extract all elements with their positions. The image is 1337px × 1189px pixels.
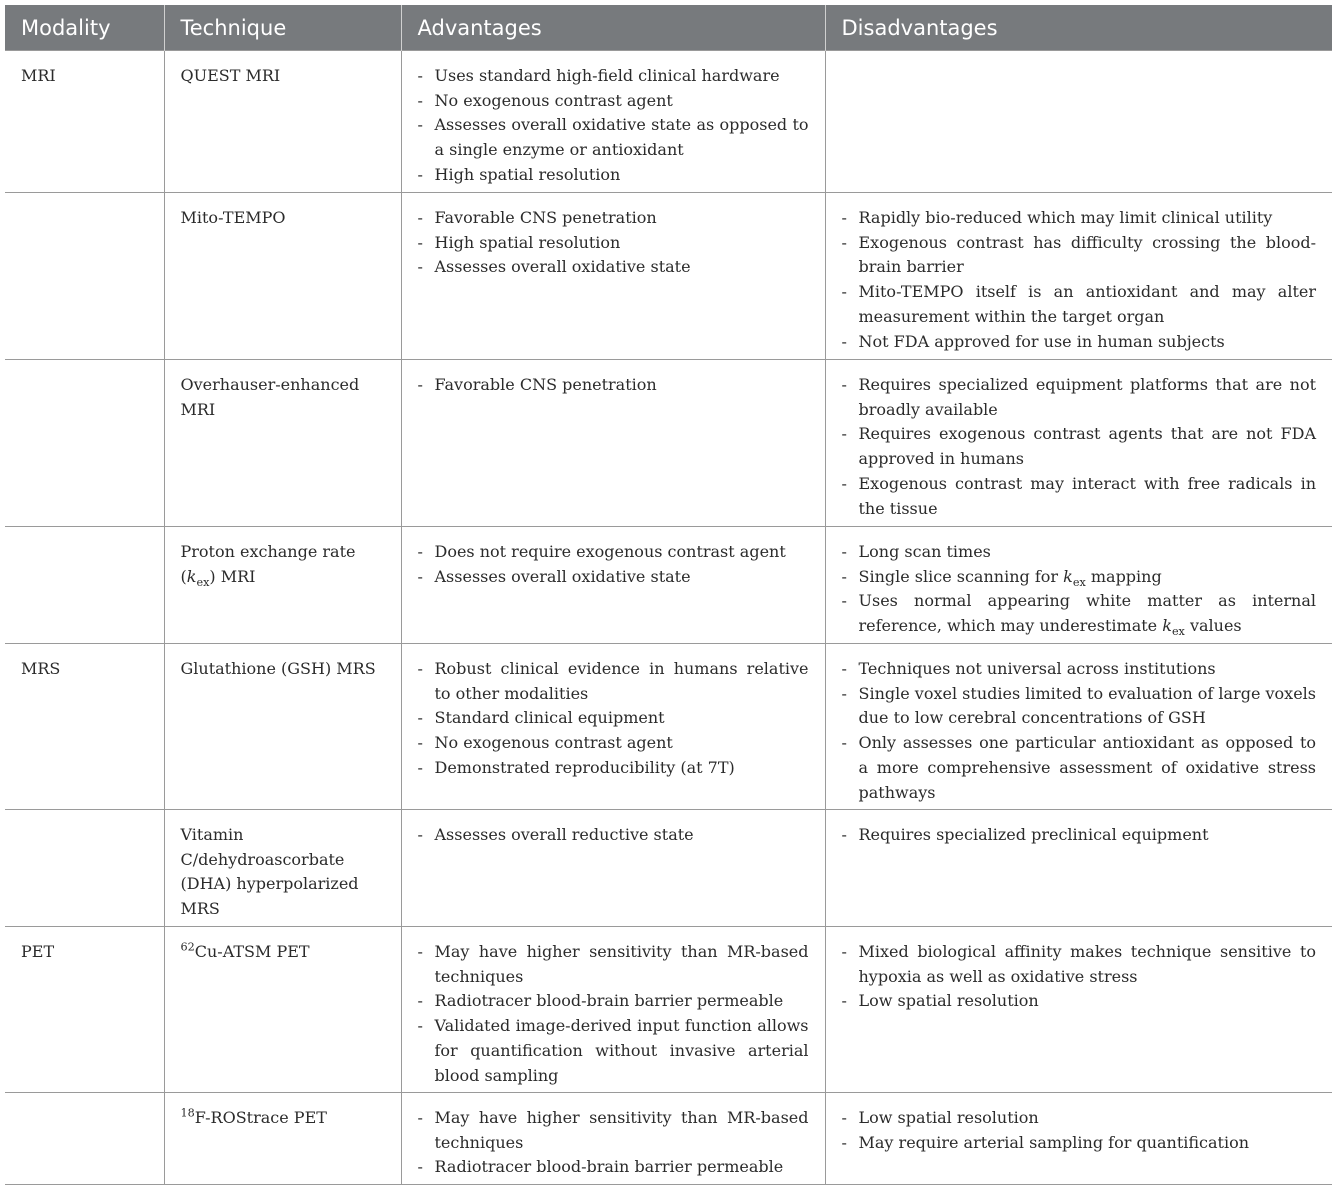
technique-cell bbox=[164, 927, 401, 1093]
disadvantages-list bbox=[842, 657, 1317, 805]
disadvantages-list bbox=[842, 940, 1317, 1014]
modality-cell bbox=[5, 193, 164, 360]
advantages-cell bbox=[401, 644, 825, 810]
disadvantages-cell bbox=[825, 927, 1332, 1093]
advantages-list bbox=[418, 940, 809, 1088]
table-row bbox=[5, 193, 1332, 360]
advantages-cell bbox=[401, 527, 825, 644]
table-body bbox=[5, 51, 1332, 1185]
modality-cell: PET bbox=[5, 927, 164, 1093]
disadvantages-list bbox=[842, 823, 1317, 848]
disadvantage-item bbox=[842, 565, 1317, 590]
disadvantages-list bbox=[842, 1106, 1317, 1155]
advantage-item: - Favorable CNS penetration bbox=[418, 206, 809, 231]
disadvantage-item: - Mito-TEMPO itself is an antioxidant and may alter measurement within the target organ bbox=[842, 280, 1317, 329]
header-modality: Modality bbox=[5, 5, 164, 51]
advantage-item: - Uses standard high-field clinical hardware bbox=[418, 64, 809, 89]
comparison-table bbox=[5, 5, 1332, 1185]
disadvantages-cell bbox=[825, 360, 1332, 527]
isotope-superscript: 62 bbox=[180, 940, 195, 954]
technique-suffix: ) MRI bbox=[209, 566, 256, 586]
disadvantage-item: - May require arterial sampling for quantification bbox=[842, 1131, 1317, 1156]
advantage-item: - May have higher sensitivity than MR-based techniques bbox=[418, 1106, 809, 1155]
disadvantage-item: - Not FDA approved for use in human subjects bbox=[842, 330, 1317, 355]
advantages-cell bbox=[401, 927, 825, 1093]
advantage-item: - Validated image-derived input function allows for quantification without invasive arterial blood sampling bbox=[418, 1014, 809, 1088]
modality-cell bbox=[5, 360, 164, 527]
table-row bbox=[5, 360, 1332, 527]
advantages-cell bbox=[401, 1093, 825, 1185]
advantage-item: - Radiotracer blood-brain barrier permeable bbox=[418, 989, 809, 1014]
disadvantage-item: - Single voxel studies limited to evaluation of large voxels due to low cerebral concentrations of GSH bbox=[842, 682, 1317, 731]
item-text: Uses normal appearing white matter as internal reference, which may underestimate bbox=[858, 591, 1316, 636]
modality-cell: MRI bbox=[5, 51, 164, 193]
advantages-list bbox=[418, 64, 809, 188]
disadvantage-item bbox=[842, 589, 1317, 638]
advantage-item: - May have higher sensitivity than MR-based techniques bbox=[418, 940, 809, 989]
advantages-list bbox=[418, 823, 809, 848]
disadvantages-list bbox=[842, 540, 1317, 639]
disadvantages-list bbox=[842, 206, 1317, 354]
item-text: mapping bbox=[1085, 566, 1162, 586]
technique-variable: k bbox=[186, 566, 197, 586]
header-technique: Technique bbox=[164, 5, 401, 51]
technique-name: Cu-ATSM PET bbox=[194, 942, 310, 961]
advantages-cell bbox=[401, 810, 825, 927]
advantages-list bbox=[418, 373, 809, 398]
table-row bbox=[5, 927, 1332, 1093]
advantage-item: - Assesses overall reductive state bbox=[418, 823, 809, 848]
item-text: values bbox=[1184, 616, 1242, 636]
disadvantages-list bbox=[842, 373, 1317, 521]
disadvantage-item: - Requires exogenous contrast agents that are not FDA approved in humans bbox=[842, 422, 1317, 471]
table-row bbox=[5, 1093, 1332, 1185]
item-subscript: ex bbox=[1171, 625, 1185, 639]
advantages-list bbox=[418, 1106, 809, 1180]
isotope-superscript: 18 bbox=[180, 1106, 195, 1120]
technique-cell: Vitamin C/dehydroascorbate (DHA) hyperpolarized MRS bbox=[164, 810, 401, 927]
item-variable: k bbox=[1063, 566, 1073, 586]
disadvantage-item: - Requires specialized preclinical equipment bbox=[842, 823, 1317, 848]
advantages-cell bbox=[401, 193, 825, 360]
header-disadvantages: Disadvantages bbox=[825, 5, 1332, 51]
advantages-list bbox=[418, 206, 809, 280]
advantages-cell bbox=[401, 360, 825, 527]
advantage-item: - High spatial resolution bbox=[418, 231, 809, 256]
disadvantage-item: - Only assesses one particular antioxidant as opposed to a more comprehensive assessment of oxidative stress pathways bbox=[842, 731, 1317, 805]
table-row bbox=[5, 810, 1332, 927]
advantage-item: - Assesses overall oxidative state bbox=[418, 565, 809, 590]
disadvantages-cell bbox=[825, 810, 1332, 927]
advantage-item: - Does not require exogenous contrast agent bbox=[418, 540, 809, 565]
disadvantages-cell bbox=[825, 644, 1332, 810]
modality-cell: MRS bbox=[5, 644, 164, 810]
disadvantages-cell bbox=[825, 1093, 1332, 1185]
technique-cell bbox=[164, 1093, 401, 1185]
advantage-item: - Demonstrated reproducibility (at 7T) bbox=[418, 756, 809, 781]
disadvantage-item: - Exogenous contrast has difficulty crossing the blood-brain barrier bbox=[842, 231, 1317, 280]
advantage-item: - No exogenous contrast agent bbox=[418, 731, 809, 756]
technique-subscript: ex bbox=[196, 575, 210, 589]
advantages-list bbox=[418, 540, 809, 589]
disadvantage-item: - Low spatial resolution bbox=[842, 1106, 1317, 1131]
advantage-item: - No exogenous contrast agent bbox=[418, 89, 809, 114]
technique-cell: Overhauser-enhanced MRI bbox=[164, 360, 401, 527]
technique-cell: Mito-TEMPO bbox=[164, 193, 401, 360]
disadvantage-item: - Low spatial resolution bbox=[842, 989, 1317, 1014]
header-row bbox=[5, 5, 1332, 51]
advantage-item: - High spatial resolution bbox=[418, 163, 809, 188]
technique-prefix: Proton exchange rate ( bbox=[180, 542, 356, 586]
technique-cell: QUEST MRI bbox=[164, 51, 401, 193]
disadvantages-cell bbox=[825, 193, 1332, 360]
modality-cell bbox=[5, 1093, 164, 1185]
advantage-item: - Standard clinical equipment bbox=[418, 706, 809, 731]
disadvantage-item: - Techniques not universal across institutions bbox=[842, 657, 1317, 682]
advantage-item: - Assesses overall oxidative state bbox=[418, 255, 809, 280]
disadvantage-item: - Mixed biological affinity makes technique sensitive to hypoxia as well as oxidative stress bbox=[842, 940, 1317, 989]
advantage-item: - Radiotracer blood-brain barrier permeable bbox=[418, 1155, 809, 1180]
disadvantage-item: - Requires specialized equipment platforms that are not broadly available bbox=[842, 373, 1317, 422]
disadvantage-item: - Exogenous contrast may interact with free radicals in the tissue bbox=[842, 472, 1317, 521]
table-header bbox=[5, 5, 1332, 51]
table-row bbox=[5, 644, 1332, 810]
disadvantage-item: - Rapidly bio-reduced which may limit clinical utility bbox=[842, 206, 1317, 231]
disadvantage-item: - Long scan times bbox=[842, 540, 1317, 565]
disadvantages-cell bbox=[825, 51, 1332, 193]
item-text: Single slice scanning for bbox=[858, 566, 1064, 586]
modality-cell bbox=[5, 527, 164, 644]
advantages-list bbox=[418, 657, 809, 781]
item-subscript: ex bbox=[1072, 575, 1086, 589]
advantage-item: - Assesses overall oxidative state as opposed to a single enzyme or antioxidant bbox=[418, 113, 809, 162]
table-row bbox=[5, 527, 1332, 644]
technique-name: F-ROStrace PET bbox=[194, 1108, 327, 1127]
advantage-item: - Robust clinical evidence in humans relative to other modalities bbox=[418, 657, 809, 706]
advantages-cell bbox=[401, 51, 825, 193]
technique-cell bbox=[164, 527, 401, 644]
disadvantages-cell bbox=[825, 527, 1332, 644]
header-advantages: Advantages bbox=[401, 5, 825, 51]
technique-cell: Glutathione (GSH) MRS bbox=[164, 644, 401, 810]
table-row bbox=[5, 51, 1332, 193]
modality-cell bbox=[5, 810, 164, 927]
item-variable: k bbox=[1162, 616, 1172, 636]
advantage-item: - Favorable CNS penetration bbox=[418, 373, 809, 398]
